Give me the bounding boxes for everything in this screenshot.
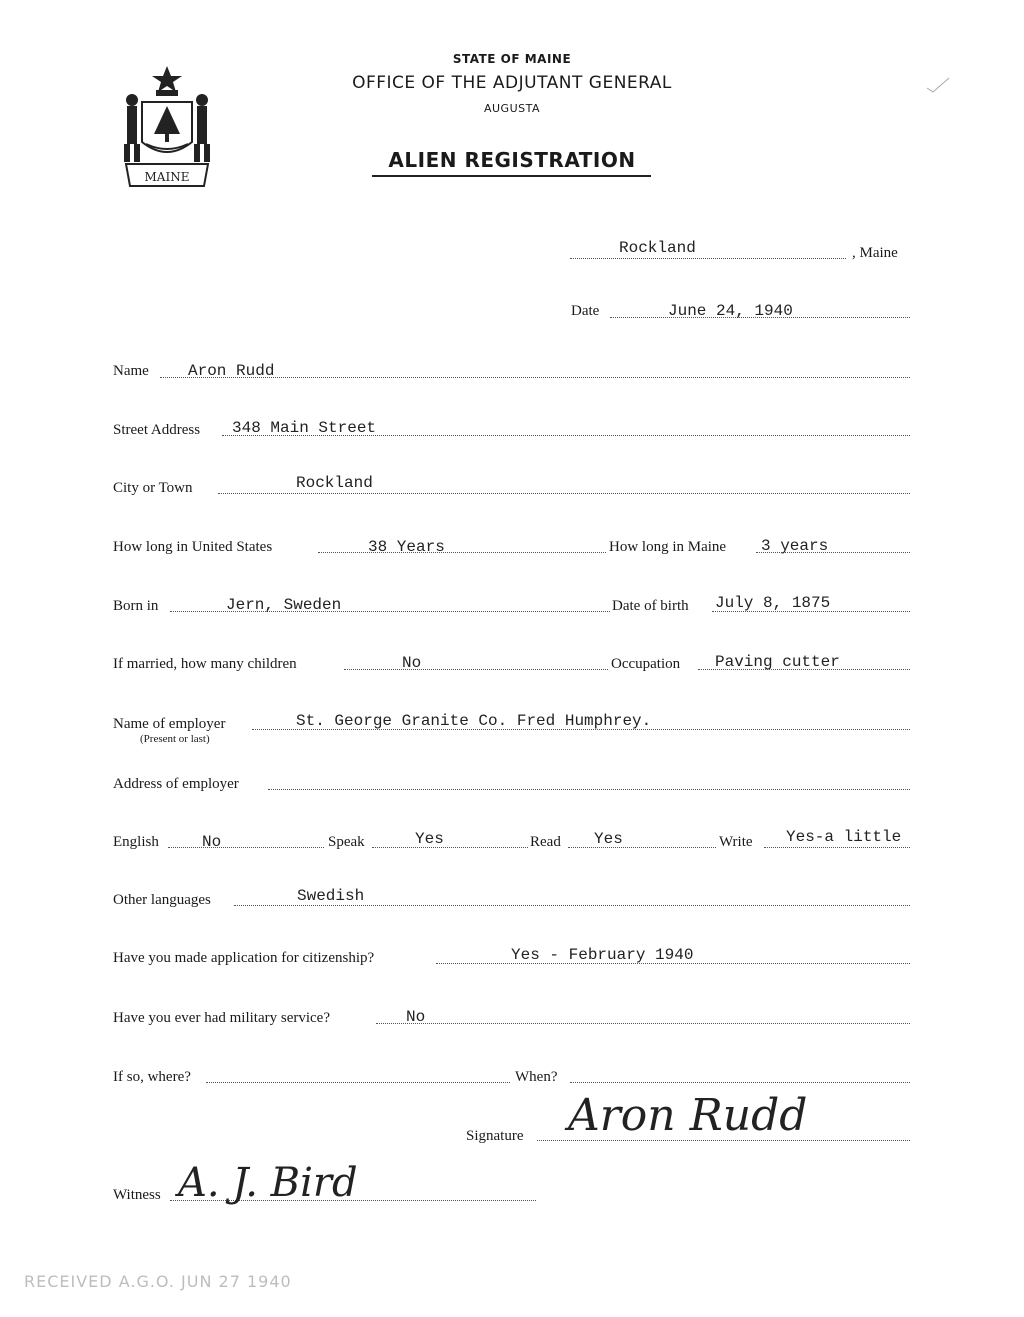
us-time-value: 38 Years xyxy=(368,538,445,556)
location-suffix: , Maine xyxy=(852,245,898,261)
form-title: ALIEN REGISTRATION xyxy=(388,148,636,172)
employer-value: St. George Granite Co. Fred Humphrey. xyxy=(296,712,652,730)
where-label: If so, where? xyxy=(113,1069,191,1085)
seal-icon xyxy=(112,62,222,192)
date-value: June 24, 1940 xyxy=(668,302,793,320)
born-in-value: Jern, Sweden xyxy=(226,596,342,614)
dob-label: Date of birth xyxy=(612,598,689,614)
english-value: No xyxy=(202,833,222,851)
date-label: Date xyxy=(571,303,600,319)
dob-value: July 8, 1875 xyxy=(715,594,831,612)
occupation-value: Paving cutter xyxy=(715,653,840,671)
city-heading: AUGUSTA xyxy=(483,102,541,115)
military-value: No xyxy=(406,1008,426,1026)
english-label: English xyxy=(113,834,159,850)
children-label: If married, how many children xyxy=(113,656,297,672)
city-value: Rockland xyxy=(296,474,373,492)
check-icon xyxy=(925,76,951,94)
state-heading: STATE OF MAINE xyxy=(452,52,572,66)
speak-value: Yes xyxy=(415,830,444,848)
witness-value: A. J. Bird xyxy=(178,1160,358,1206)
speak-label: Speak xyxy=(328,834,365,850)
city-label: City or Town xyxy=(113,480,193,496)
maine-time-label: How long in Maine xyxy=(609,539,727,555)
us-time-label: How long in United States xyxy=(113,539,273,555)
name-value: Aron Rudd xyxy=(188,362,275,380)
employer-label: Name of employer xyxy=(113,716,226,732)
employer-address-label: Address of employer xyxy=(113,776,239,792)
write-label: Write xyxy=(719,834,753,850)
other-languages-label: Other languages xyxy=(113,892,211,908)
name-label: Name xyxy=(113,363,149,379)
read-value: Yes xyxy=(594,830,623,848)
street-label: Street Address xyxy=(113,422,201,438)
received-stamp: RECEIVED A.G.O. JUN 27 1940 xyxy=(24,1272,292,1291)
maine-time-value: 3 years xyxy=(761,537,829,555)
citizenship-label: Have you made application for citizenship? xyxy=(113,950,375,966)
location-value: Rockland xyxy=(619,239,696,257)
employer-sublabel: (Present or last) xyxy=(140,733,210,745)
children-value: No xyxy=(402,654,422,672)
read-label: Read xyxy=(530,834,561,850)
street-value: 348 Main Street xyxy=(232,419,377,437)
witness-label: Witness xyxy=(113,1187,161,1203)
other-languages-value: Swedish xyxy=(297,887,365,905)
signature-value: Aron Rudd xyxy=(568,1090,808,1141)
born-in-label: Born in xyxy=(113,598,159,614)
occupation-label: Occupation xyxy=(611,656,681,672)
signature-label: Signature xyxy=(466,1128,524,1144)
check-mark xyxy=(925,76,951,94)
svg-text:MAINE: MAINE xyxy=(144,170,190,184)
military-label: Have you ever had military service? xyxy=(113,1010,330,1026)
citizenship-value: Yes - February 1940 xyxy=(511,946,694,964)
write-value: Yes-a little xyxy=(786,828,902,846)
office-heading: OFFICE OF THE ADJUTANT GENERAL xyxy=(352,73,672,93)
title-underline xyxy=(372,175,651,177)
when-label: When? xyxy=(515,1069,558,1085)
state-seal xyxy=(112,62,222,192)
